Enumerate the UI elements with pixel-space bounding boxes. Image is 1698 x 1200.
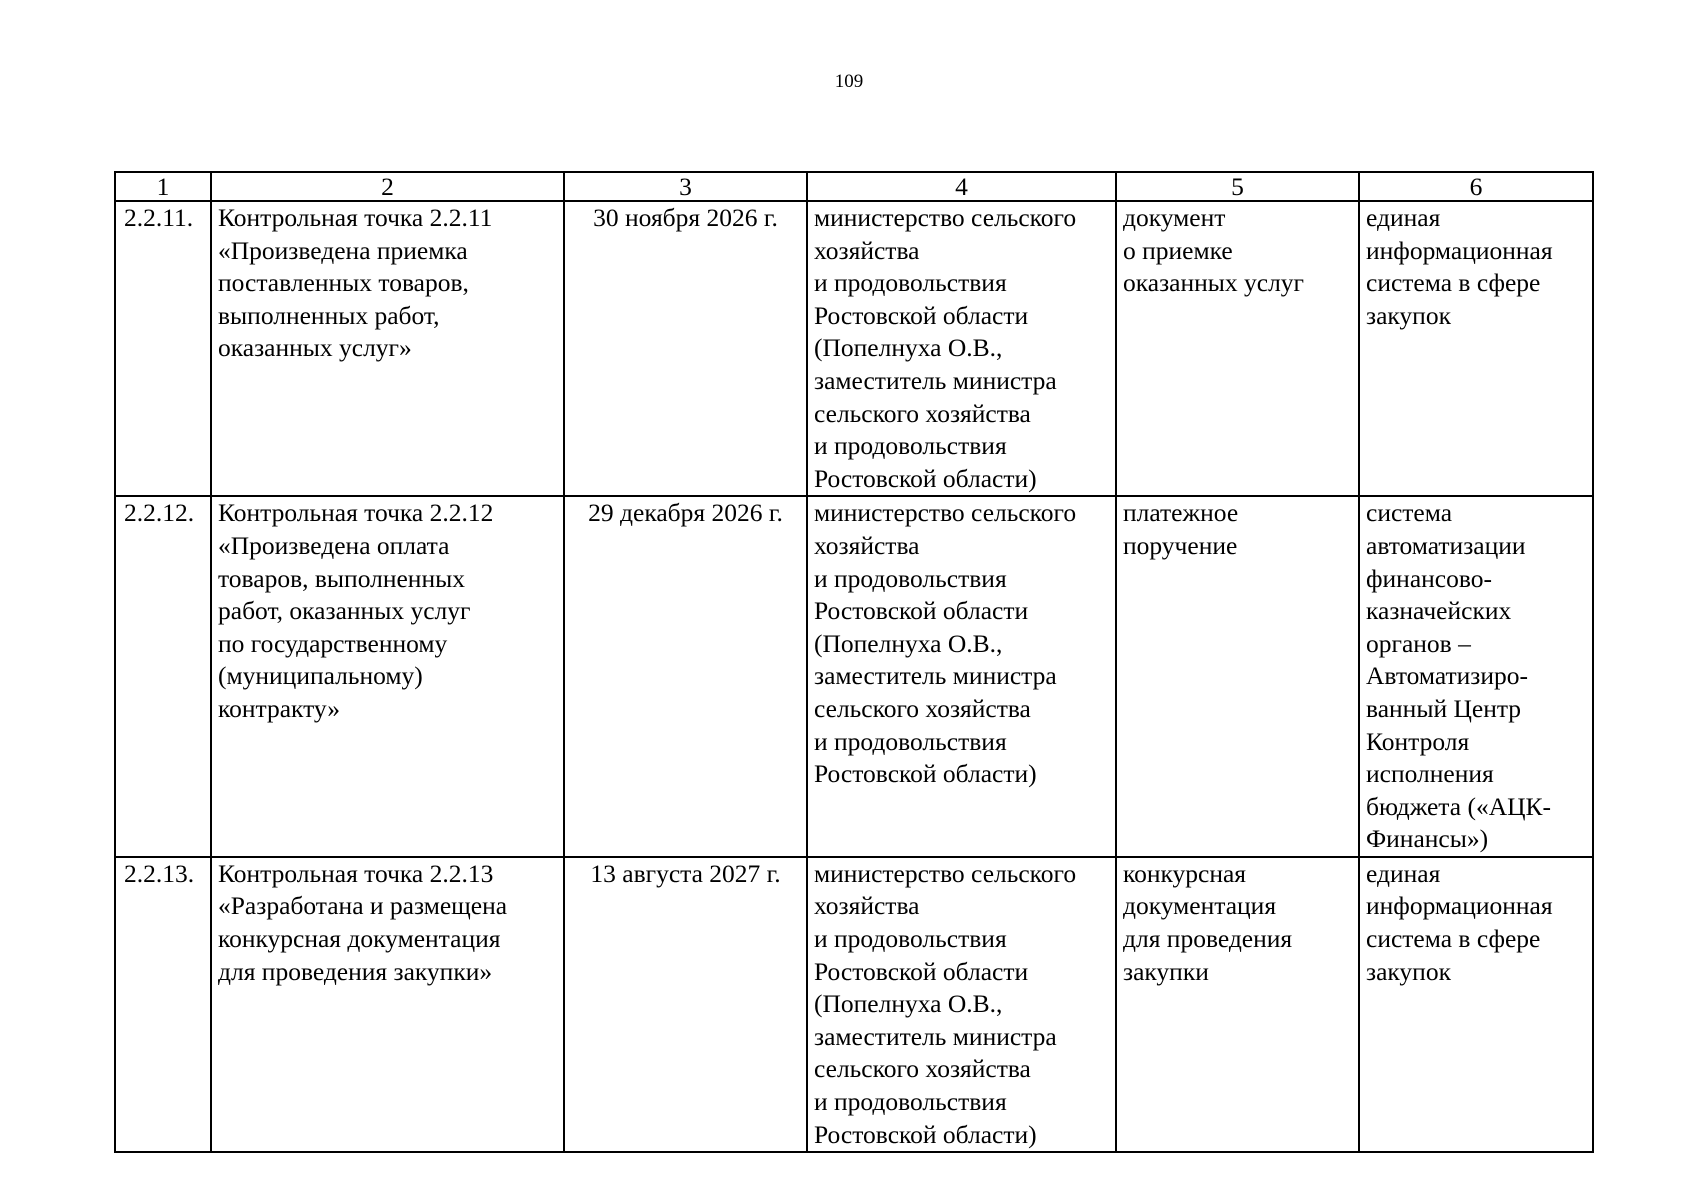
deadline-cell: 29 декабря 2026 г. — [564, 496, 807, 857]
control-points-table — [114, 171, 1594, 1153]
responsible-cell: министерство сельского хозяйства и продовольствия Ростовской области (Попелнуха О.В., заместитель министра сельского хозяйства и продовольствия Ростовской области) — [807, 857, 1116, 1152]
document-cell: документ о приемке оказанных услуг — [1116, 201, 1359, 496]
deadline-cell: 30 ноября 2026 г. — [564, 201, 807, 496]
table-row — [115, 201, 1593, 496]
responsible-cell: министерство сельского хозяйства и продовольствия Ростовской области (Попелнуха О.В., заместитель министра сельского хозяйства и продовольствия Ростовской области) — [807, 496, 1116, 857]
information-system-cell: единая информационная система в сфере закупок — [1359, 857, 1593, 1152]
control-point-name-cell: Контрольная точка 2.2.11 «Произведена приемка поставленных товаров, выполненных работ, оказанных услуг» — [211, 201, 564, 496]
document-cell: платежное поручение — [1116, 496, 1359, 857]
table-header-row — [115, 172, 1593, 201]
document-cell: конкурсная документация для проведения закупки — [1116, 857, 1359, 1152]
column-header: 1 — [115, 172, 211, 201]
responsible-cell: министерство сельского хозяйства и продовольствия Ростовской области (Попелнуха О.В., заместитель министра сельского хозяйства и продовольствия Ростовской области) — [807, 201, 1116, 496]
page-number: 109 — [834, 71, 864, 92]
deadline-cell: 13 августа 2027 г. — [564, 857, 807, 1152]
table-row — [115, 857, 1593, 1152]
column-header: 5 — [1116, 172, 1359, 201]
column-header: 6 — [1359, 172, 1593, 201]
column-header: 4 — [807, 172, 1116, 201]
information-system-cell: единая информационная система в сфере закупок — [1359, 201, 1593, 496]
table-row — [115, 496, 1593, 857]
row-number-cell: 2.2.11. — [115, 201, 211, 496]
column-header: 2 — [211, 172, 564, 201]
row-number-cell: 2.2.13. — [115, 857, 211, 1152]
row-number-cell: 2.2.12. — [115, 496, 211, 857]
control-point-name-cell: Контрольная точка 2.2.12 «Произведена оплата товаров, выполненных работ, оказанных услуг по государственному (муниципальному) контракту» — [211, 496, 564, 857]
control-point-name-cell: Контрольная точка 2.2.13 «Разработана и размещена конкурсная документация для проведения закупки» — [211, 857, 564, 1152]
information-system-cell: система автоматизации финансово- казначейских органов – Автоматизиро- ванный Центр Контроля исполнения бюджета («АЦК- Финансы») — [1359, 496, 1593, 857]
column-header: 3 — [564, 172, 807, 201]
